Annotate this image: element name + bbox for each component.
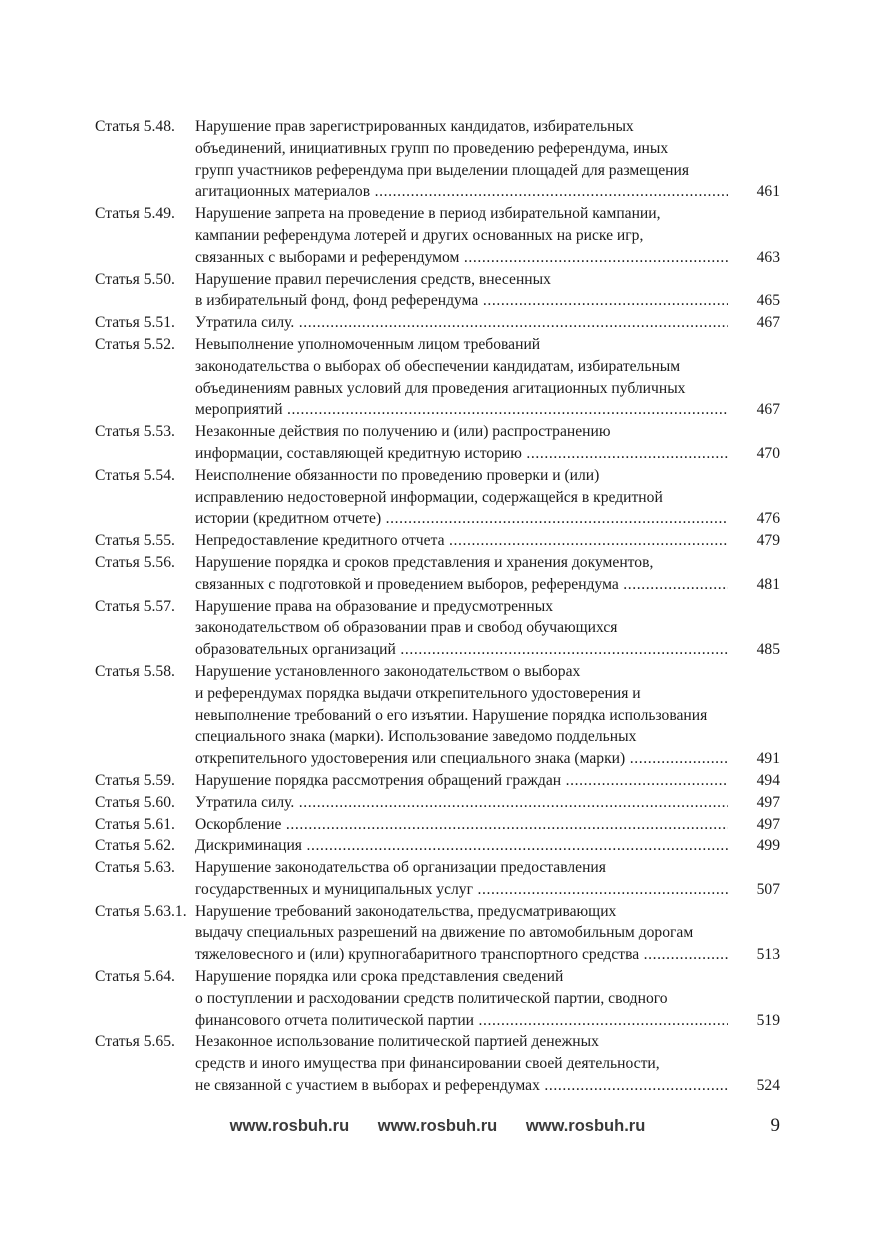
toc-title-line: открепительного удостоверения или специального знака (марки) ..... xyxy=(195,748,728,770)
toc-page-number: 479 xyxy=(756,532,780,550)
toc-leader-line xyxy=(195,312,780,334)
toc-article-label: Статья 5.57. xyxy=(95,597,175,615)
toc-article-label: Статья 5.48. xyxy=(95,118,175,135)
toc-title-line: Незаконные действия по получению и (или) распространению xyxy=(195,423,611,441)
toc-entry[interactable] xyxy=(95,814,780,836)
toc-leader-line xyxy=(195,814,780,836)
toc-title-line: объединений, инициативных групп по проведению референдума, иных xyxy=(195,139,669,157)
toc-title-line: истории (кредитном отчете) ..... xyxy=(195,508,728,530)
toc-page-number: 497 xyxy=(756,793,780,811)
toc-article-label: Статья 5.58. xyxy=(95,662,175,680)
toc-title-line: тяжеловесного и (или) крупногабаритного транспортного средства ..... xyxy=(195,944,728,966)
toc-title-line: информации, составляющей кредитную историю ..... xyxy=(195,443,728,465)
footer-site-link[interactable]: www.rosbuh.ru xyxy=(525,1117,646,1135)
toc-entry-title xyxy=(195,966,780,1031)
toc-entry-title xyxy=(195,792,780,814)
toc-entry[interactable] xyxy=(95,661,780,770)
toc-article-label: Статья 5.64. xyxy=(95,968,175,986)
toc-title-line: Нарушение порядка или срока представления сведений xyxy=(195,968,564,986)
toc-article-label: Статья 5.55. xyxy=(95,532,175,550)
toc-leader-line xyxy=(195,574,780,596)
toc-page-number: 467 xyxy=(756,314,780,332)
toc-entry-title xyxy=(195,901,780,966)
toc-article-label: Статья 5.54. xyxy=(95,466,175,484)
toc-leader-line xyxy=(195,770,780,792)
toc-title-line: Нарушение порядка и сроков представления и хранения документов, xyxy=(195,553,654,571)
toc-title-line: не связанной с участием в выборах и референдумах ..... xyxy=(195,1075,728,1097)
toc-article-label: Статья 5.52. xyxy=(95,335,175,353)
toc-article-label: Статья 5.56. xyxy=(95,553,175,571)
toc-leader-line xyxy=(195,792,780,814)
toc-title-line: Нарушение порядка рассмотрения обращений граждан ..... xyxy=(195,770,728,792)
toc-entry[interactable] xyxy=(95,203,780,268)
toc-page-number: 476 xyxy=(756,510,780,528)
toc-title-line: мероприятий ..... xyxy=(195,399,728,421)
toc-leader-line xyxy=(195,944,780,966)
toc-title-line: выдачу специальных разрешений на движение по автомобильным дорогам xyxy=(195,924,694,942)
toc-article-label: Статья 5.51. xyxy=(95,314,175,332)
toc-page-number: 461 xyxy=(756,183,780,201)
toc-article-label: Статья 5.63.1. xyxy=(95,902,187,920)
toc-title-line: финансового отчета политической партии ..... xyxy=(195,1010,728,1032)
toc-title-line: связанных с подготовкой и проведением выборов, референдума ..... xyxy=(195,574,728,596)
toc-title-line: Нарушение права на образование и предусмотренных xyxy=(195,597,554,615)
toc-page-number: 494 xyxy=(756,771,780,789)
toc-entry-title xyxy=(195,814,780,836)
toc-title-line: и референдумах порядка выдачи открепительного удостоверения и xyxy=(195,684,641,702)
toc-title-line: Нарушение законодательства об организации предоставления xyxy=(195,859,606,877)
toc-leader-line xyxy=(195,639,780,661)
toc-title-line: кампании референдума лотерей и других основанных на риске игр, xyxy=(195,226,644,244)
toc-page-number: 507 xyxy=(756,880,780,898)
toc-leader-line xyxy=(195,879,780,901)
toc-entry-title xyxy=(195,770,780,792)
toc-title-line: законодательством об образовании прав и свобод обучающихся xyxy=(195,619,618,637)
toc-leader-line xyxy=(195,835,780,857)
toc-leader-line xyxy=(195,290,780,312)
toc-entry-title xyxy=(195,857,780,901)
toc-entry-title xyxy=(195,465,780,530)
toc-title-line: Нарушение запрета на проведение в период избирательной кампании, xyxy=(195,205,661,223)
toc-entry-title xyxy=(195,596,780,661)
toc-page-number: 467 xyxy=(756,401,780,419)
toc-title-line: о поступлении и расходовании средств политической партии, сводного xyxy=(195,989,668,1007)
toc-title-line: Невыполнение уполномоченным лицом требований xyxy=(195,335,541,353)
toc-page-number: 513 xyxy=(756,946,780,964)
toc-page-number: 485 xyxy=(756,641,780,659)
toc-leader-line xyxy=(195,530,780,552)
toc-article-label: Статья 5.61. xyxy=(95,815,175,833)
toc-entry[interactable] xyxy=(95,966,780,1031)
toc-entry[interactable] xyxy=(95,269,780,313)
toc-article-label: Статья 5.49. xyxy=(95,205,175,223)
toc-entry-title xyxy=(195,530,780,552)
toc-entry[interactable] xyxy=(95,792,780,814)
page-footer xyxy=(0,1112,875,1140)
toc-article-label: Статья 5.53. xyxy=(95,423,175,441)
toc-leader-line xyxy=(195,1075,780,1097)
toc-title-line: Оскорбление ..... xyxy=(195,814,728,836)
toc-entry[interactable] xyxy=(95,421,780,465)
toc-entry-title xyxy=(195,1031,780,1096)
toc-article-label: Статья 5.65. xyxy=(95,1033,175,1051)
toc-title-line: невыполнение требований о его изъятии. Нарушение порядка использования xyxy=(195,706,708,724)
toc-entry-title xyxy=(195,116,780,203)
toc-article-label: Статья 5.59. xyxy=(95,771,175,789)
toc-entry-title xyxy=(195,552,780,596)
toc-title-line: объединениям равных условий для проведения агитационных публичных xyxy=(195,379,686,397)
toc-title-line: Утратила силу. ..... xyxy=(195,312,728,334)
toc-entry[interactable] xyxy=(95,312,780,334)
toc-title-line: связанных с выборами и референдумом ..... xyxy=(195,247,728,269)
page-number: 9 xyxy=(770,1115,780,1136)
toc-title-line: исправлению недостоверной информации, содержащейся в кредитной xyxy=(195,488,663,506)
toc-title-line: Незаконное использование политической партией денежных xyxy=(195,1033,599,1051)
toc-page-number: 499 xyxy=(756,837,780,855)
toc-title-line: образовательных организаций ..... xyxy=(195,639,728,661)
toc-leader-line xyxy=(195,508,780,530)
toc-title-line: Нарушение прав зарегистрированных кандидатов, избирательных xyxy=(195,118,634,135)
toc-page-number: 524 xyxy=(756,1077,780,1095)
toc-entry[interactable] xyxy=(95,835,780,857)
toc-leader-line xyxy=(195,748,780,770)
toc-leader-line xyxy=(195,181,780,203)
toc-entry[interactable] xyxy=(95,596,780,661)
toc-entry[interactable] xyxy=(95,901,780,966)
toc-article-label: Статья 5.60. xyxy=(95,793,175,811)
toc-page-number: 463 xyxy=(756,248,780,266)
toc-article-label: Статья 5.50. xyxy=(95,270,175,288)
footer-site-link[interactable]: www.rosbuh.ru xyxy=(229,1117,350,1135)
toc-title-line: групп участников референдума при выделении площадей для размещения xyxy=(195,161,689,179)
toc-entry[interactable] xyxy=(95,770,780,792)
toc-leader-line xyxy=(195,443,780,465)
toc-entry-title xyxy=(195,312,780,334)
toc-entry[interactable] xyxy=(95,465,780,530)
toc-page-number: 491 xyxy=(756,750,780,768)
toc-entry[interactable] xyxy=(95,1031,780,1096)
toc-title-line: государственных и муниципальных услуг ..... xyxy=(195,879,728,901)
toc-page-number: 481 xyxy=(756,575,780,593)
toc-title-line: законодательства о выборах об обеспечении кандидатам, избирательным xyxy=(195,357,681,375)
toc-entry-title xyxy=(195,421,780,465)
toc-title-line: Нарушение требований законодательства, предусматривающих xyxy=(195,902,617,920)
toc-leader-line xyxy=(195,399,780,421)
toc-article-label: Статья 5.62. xyxy=(95,837,175,855)
toc-page-number: 497 xyxy=(756,815,780,833)
table-of-contents xyxy=(95,116,780,1097)
toc-title-line: Непредоставление кредитного отчета ..... xyxy=(195,530,728,552)
toc-entry[interactable] xyxy=(95,857,780,901)
toc-title-line: Неисполнение обязанности по проведению проверки и (или) xyxy=(195,466,600,484)
toc-entry-title xyxy=(195,661,780,770)
toc-title-line: Утратила силу. ..... xyxy=(195,792,728,814)
toc-entry-title xyxy=(195,835,780,857)
toc-article-label: Статья 5.63. xyxy=(95,859,175,877)
toc-entry[interactable] xyxy=(95,552,780,596)
toc-title-line: Нарушение правил перечисления средств, внесенных xyxy=(195,270,551,288)
toc-leader-line xyxy=(195,1010,780,1032)
toc-title-line: агитационных материалов ..... xyxy=(195,181,728,203)
toc-entry-title xyxy=(195,269,780,313)
toc-entry[interactable] xyxy=(95,334,780,421)
toc-entry[interactable] xyxy=(95,116,780,203)
toc-entry-title xyxy=(195,203,780,268)
toc-page-number: 465 xyxy=(756,292,780,310)
toc-title-line: Нарушение установленного законодательством о выборах xyxy=(195,662,581,680)
toc-page-number: 519 xyxy=(756,1011,780,1029)
toc-title-line: средств и иного имущества при финансировании своей деятельности, xyxy=(195,1055,660,1073)
toc-title-line: в избирательный фонд, фонд референдума ..... xyxy=(195,290,728,312)
toc-leader-line xyxy=(195,247,780,269)
toc-entry[interactable] xyxy=(95,530,780,552)
footer-site-link[interactable]: www.rosbuh.ru xyxy=(377,1117,498,1135)
toc-title-line: Дискриминация ..... xyxy=(195,835,728,857)
toc-entry-title xyxy=(195,334,780,421)
toc-page-number: 470 xyxy=(756,444,780,462)
toc-title-line: специального знака (марки). Использование заведомо поддельных xyxy=(195,728,637,746)
